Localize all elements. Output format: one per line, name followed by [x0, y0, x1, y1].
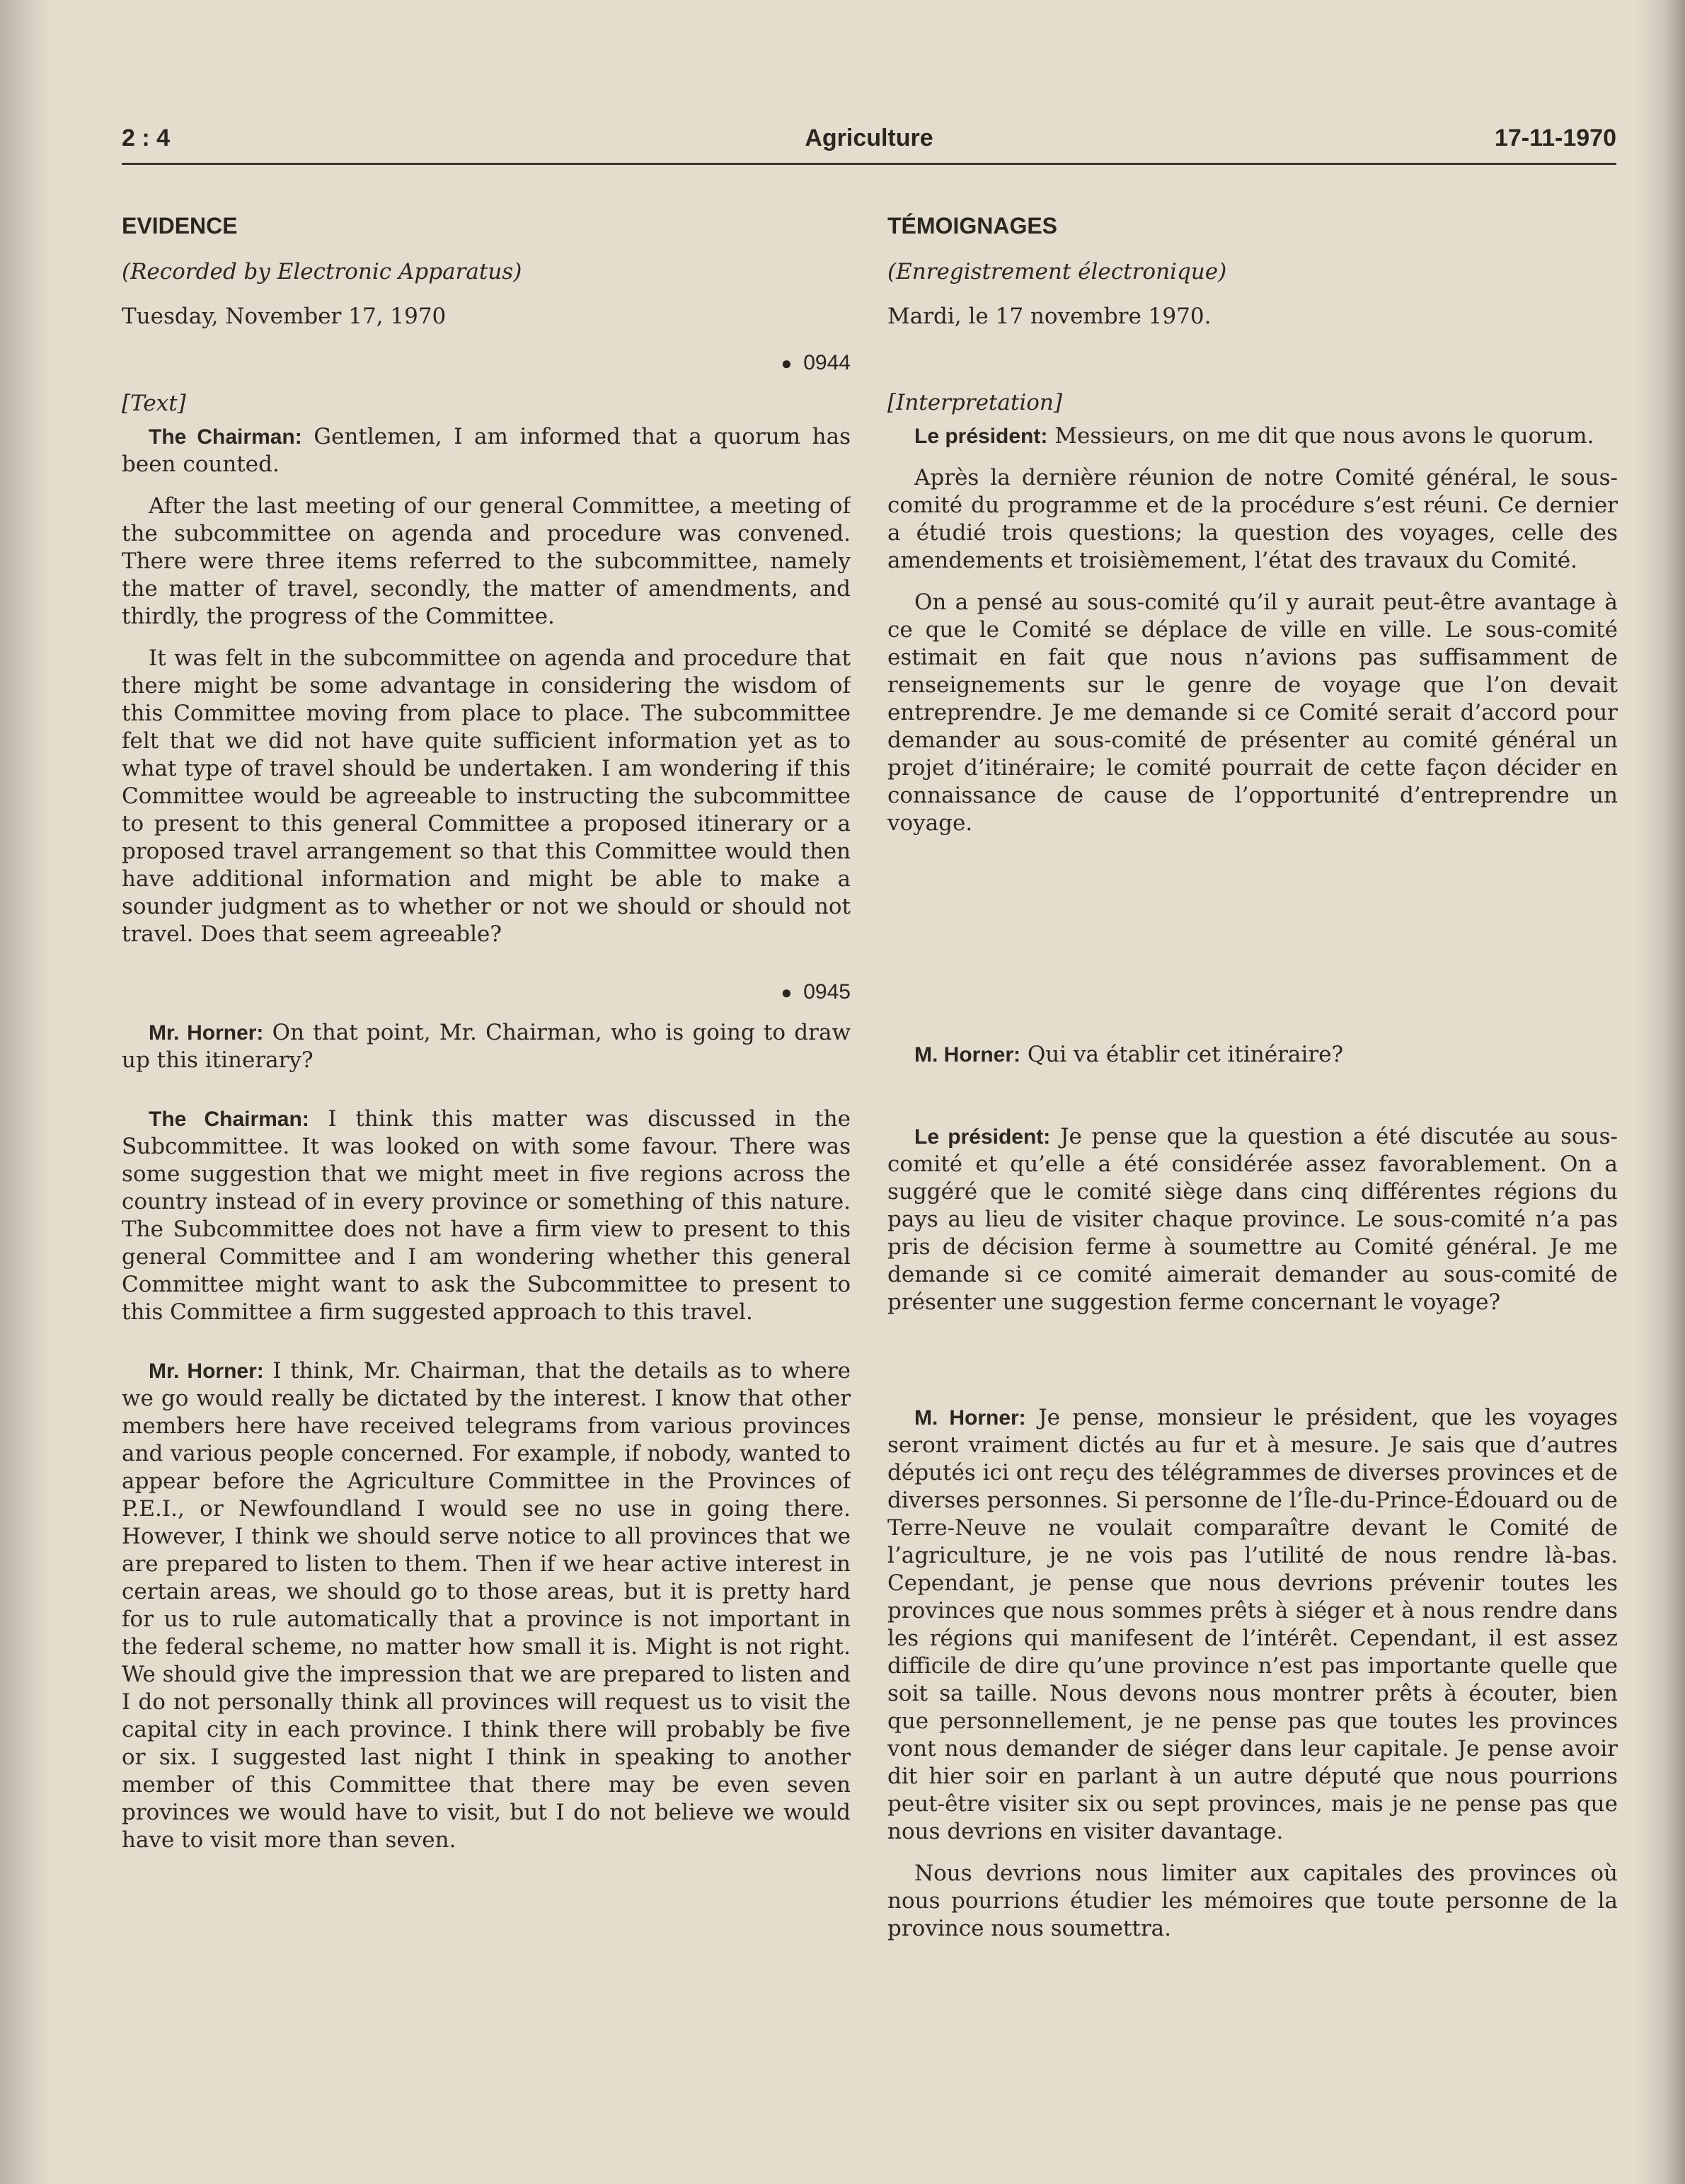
paragraph: Nous devrions nous limiter aux capitales des provinces où nous pourrions étudier les mémoires que toute personne de la province nous soumettra. [887, 1861, 1618, 1941]
paragraph-text: I think, Mr. Chairman, that the details as to where we go would really be dictated by the interest. I know that other members here have received telegrams from various provinces and various people concerned. For example, if nobody, wanted to appear before the Agriculture Committee in the Provinces of P.E.I., or Newfoundland I would see no use in going there. However, I think we should serve notice to all provinces that we are prepared to listen to them. Then if we hear active interest in certain areas, we should go to those areas, but it is pretty hard for us to rule automatically that a province is not important in the federal scheme, no matter how small it is. Might is not right. We should give the impression that we are prepared to listen and I do not personally think all provinces will request us to visit the capital city in each province. I think there will probably be five or six. I suggested last night I think in speaking to another member of this Committee that there may be even seven provinces we would have to visit, but I do not believe we would have to visit more than seven. [122, 1358, 851, 1853]
paragraph [887, 1123, 1618, 1316]
paragraph [122, 423, 851, 478]
recorded-note: (Enregistrement électronique) [887, 259, 1227, 285]
french-column [887, 205, 1618, 2059]
speaker-name: The Chairman: [149, 425, 302, 449]
paragraph-text: Je pense que la question a été discutée au sous-comité et qu’elle a été considérée assez favorablement. On a suggéré que le comité siège dans cinq différentes régions du pays au lieu de visiter chaque province. Le sous-comité n’a pas pris de décision ferme à soumettre au Comité général. Je me demande si ce comité aimerait demander au sous-comité de présenter une suggestion ferme concernant le voyage? [887, 1124, 1618, 1315]
section-title-temoignages: TÉMOIGNAGES [887, 213, 1058, 238]
paragraph: It was felt in the subcommittee on agenda and procedure that there might be some advantage in considering the wisdom of this Committee moving from place to place. The subcommittee felt that we did not have quite sufficient information yet as to what type of travel should be undertaken. I am wondering if this Committee would be agreeable to instructing the subcommittee to present to this general Committee a proposed itinerary or a proposed travel arrangement so that this Committee would then have additional information and might be able to make a sounder judgment as to whether or not we should or should not travel. Does that seem agreeable? [122, 645, 851, 947]
paragraph-text: I think this matter was discussed in the Subcommittee. It was looked on with some favour. There was some suggestion that we might meet in five regions across the country instead of in every province or something of this nature. The Subcommittee does not have a firm view to present to this general Committee and I am wondering whether this general Committee might want to ask the Subcommittee to present to this Committee a firm suggested approach to this travel. [122, 1106, 851, 1325]
section-title-evidence: EVIDENCE [122, 213, 238, 238]
paragraph [122, 1019, 851, 1074]
paragraph-text: Messieurs, on me dit que nous avons le quorum. [1047, 423, 1594, 449]
speaker-name: Mr. Horner: [149, 1021, 264, 1045]
paragraph-text: Je pense, monsieur le président, que les voyages seront vraiment dictés au fur et à mesure. Je sais que d’autres députés ici ont reçu des télégrammes de diverses provinces et de diverses personnes. Si personne de l’Île-du-Prince-Édouard ou de Terre-Neuve ne voulait comparaître devant le Comité de l’agriculture, je ne vois pas l’utilité de nous rendre là-bas. Cependant, je pense que nous devrions prévenir toutes les provinces que nous sommes prêts à siéger et à nous rendre dans les régions qui manifesent de l’intérêt. Cependant, il est assez difficile de dire qu’une province n’est pas importante quelle que soit sa taille. Nous devons nous montrer prêts à écouter, bien que personnellement, je ne pense pas que toutes les provinces vont nous demander de siéger dans leur capitale. Je pense avoir dit hier soir en parlant à un autre député que nous pourrions peut-être visiter six ou sept provinces, mais je ne pense pas que nous devrions en visiter davantage. [887, 1405, 1618, 1844]
paragraph [887, 1404, 1618, 1846]
interpretation-tag: [Interpretation] [887, 390, 1062, 415]
paragraph-text: Gentlemen, I am informed that a quorum has been counted. [122, 424, 851, 477]
paragraph-text: On that point, Mr. Chairman, who is going to draw up this itinerary? [122, 1020, 851, 1073]
english-column [122, 205, 851, 2059]
page-edge-shadow [1635, 0, 1685, 2184]
speaker-name: The Chairman: [149, 1108, 309, 1131]
paragraph [887, 423, 1618, 450]
running-title: Agriculture [805, 125, 933, 151]
paragraph: After the last meeting of our general Committee, a meeting of the subcommittee on agenda and procedure was convened. There were three items referred to the subcommittee, namely the matter of travel, secondly, the matter of amendments, and thirdly, the progress of the Committee. [122, 493, 851, 629]
paragraph: On a pensé au sous-comité qu’il y aurait peut-être avantage à ce que le Comité se déplace de ville en ville. Le sous-comité estimait en fait que nous n’avions pas suffisamment de renseignements sur le genre de voyage que l’on devait entreprendre. Je me demande si ce Comité serait d’accord pour demander au sous-comité de présenter au comité général un projet d’itinéraire; le comité pourrait de cette façon décider en connaissance de cause de l’opportunité d’entreprendre un voyage. [887, 590, 1618, 836]
speaker-name: Mr. Horner: [149, 1360, 264, 1383]
bullet-icon: ● [781, 352, 793, 374]
meeting-date: Tuesday, November 17, 1970 [122, 304, 447, 329]
speaker-name: Le président: [914, 425, 1048, 448]
paragraph [122, 1105, 851, 1326]
paragraph: Après la dernière réunion de notre Comité général, le sous-comité du programme et de la procédure s’est réuni. Ce dernier a étudié trois questions; la question des voyages, celle des amendements et troisièmement, l’état des travaux du Comité. [887, 465, 1618, 573]
paragraph [887, 1041, 1618, 1069]
paragraph [122, 1357, 851, 1854]
speaker-name: Le président: [914, 1125, 1051, 1149]
meeting-date: Mardi, le 17 novembre 1970. [887, 304, 1212, 329]
bullet-icon: ● [781, 982, 793, 1003]
speaker-name: M. Horner: [914, 1043, 1020, 1067]
page-number: 2 : 4 [122, 125, 171, 151]
speaker-name: M. Horner: [914, 1406, 1026, 1430]
page-binding-shadow [0, 0, 50, 2184]
time-mark [122, 978, 851, 1006]
text-tag: [Text] [122, 391, 186, 416]
time-mark [122, 349, 851, 377]
time-mark-value: 0945 [803, 980, 851, 1004]
page-header [122, 125, 1616, 165]
header-date: 17-11-1970 [1494, 125, 1616, 151]
recorded-note: (Recorded by Electronic Apparatus) [122, 259, 522, 285]
time-mark-value: 0944 [803, 351, 851, 374]
paragraph-text: Qui va établir cet itinéraire? [1020, 1042, 1344, 1067]
